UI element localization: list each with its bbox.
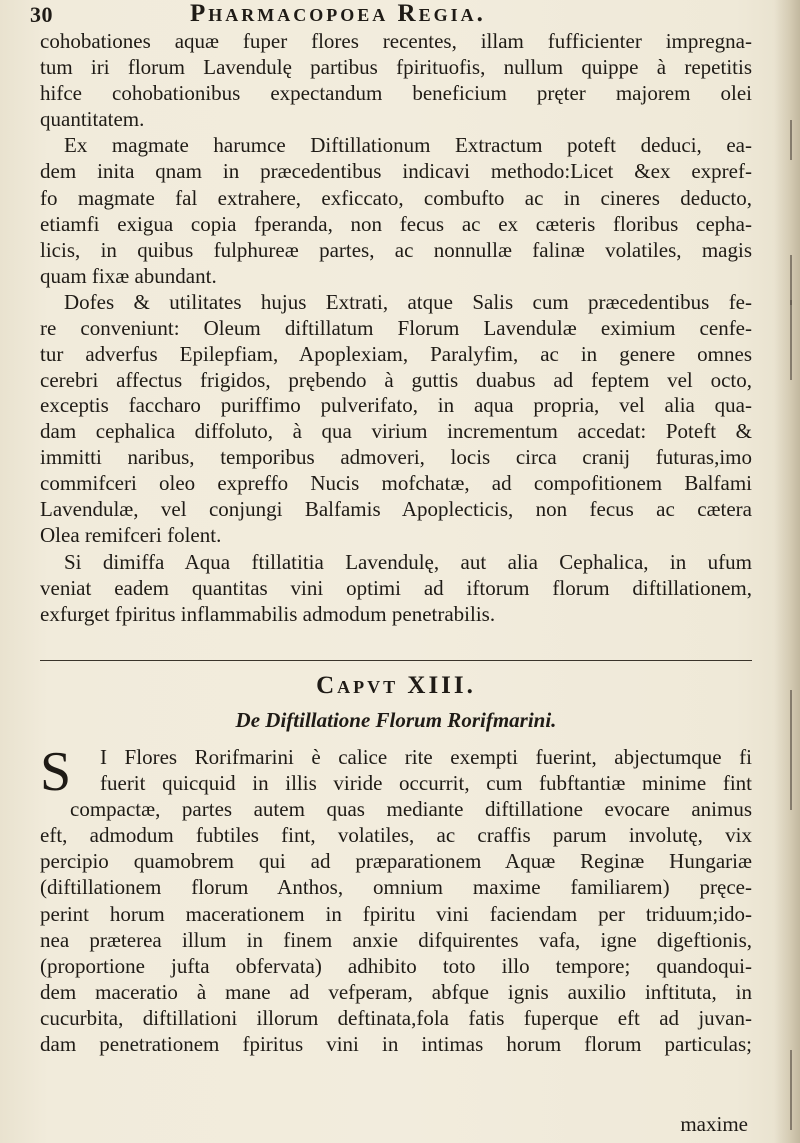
text-line: hifce cohobationibus expectandum beneficium pręter majorem olei	[40, 81, 752, 106]
text-line: cucurbita, diftillationi illorum deftinata,fola fatis fuperque eft ad juvan-	[40, 1005, 752, 1030]
text-line: I Flores Rorifmarini è calice rite exempti fuerint, abjectumque fi	[100, 745, 752, 769]
text-line: commifceri oleo expreffo Nucis mofchatæ, ad compofitionem Balfami	[40, 471, 752, 496]
text-line: Si dimiffa Aqua ftillatitia Lavendulę, aut alia Cephalica, in ufum	[64, 549, 752, 574]
text-line: exfurget fpiritus inflammabilis admodum penetrabilis.	[40, 601, 496, 626]
catchword: maxime	[680, 1112, 748, 1136]
running-head: Pharmacopoea Regia.	[190, 0, 486, 27]
text-line: percipio quamobrem qui ad præparationem Aquæ Reginæ Hungariæ	[40, 849, 752, 874]
text-line: compactæ, partes autem quas mediante diftillatione evocare animus	[70, 797, 752, 822]
text-line: dam cephalica diffoluto, à qua virium incrementum accedat: Poteft &	[40, 419, 752, 444]
paragraph-doses	[40, 392, 752, 627]
text-line: veniat eadem quantitas vini optimi ad iftorum florum diftillationem,	[40, 575, 752, 600]
text-line: perint horum macerationem in fpiritu vini faciendam per triduum;ido-	[40, 901, 752, 926]
text-line: cerebri affectus frigidos, prębendo à guttis duabus ad feptem vel octo,	[40, 368, 752, 393]
text-line: fo magmate fal extrahere, exficcato, combufto ac in cineres deducto,	[40, 185, 752, 210]
section-divider	[40, 660, 752, 661]
chapter-subtitle: De Diftillatione Florum Rorifmarini.	[235, 708, 557, 732]
text-line: (proportione jufta obfervata) adhibito toto illo tempore; quandoqui-	[40, 953, 752, 978]
page-gutter-shadow	[774, 0, 800, 1143]
text-line: Dofes & utilitates hujus Extrati, atque Salis cum præcedentibus fe-	[64, 289, 752, 314]
margin-mark	[790, 120, 792, 160]
text-line: eft, admodum fubtiles fint, volatiles, ac craffis parum involutę, vix	[40, 823, 752, 848]
margin-mark	[790, 690, 792, 810]
text-line: dem maceratio à mane ad vefperam, abfque ignis auxilio inftituta, in	[40, 979, 752, 1004]
text-line: tur adverfus Epilepfiam, Apoplexiam, Paralyfim, ac in genere omnes	[40, 342, 752, 367]
text-line: (diftillationem florum Anthos, omnium maxime familiarem) pręce-	[40, 875, 752, 900]
text-line: exceptis faccharo puriffimo pulverifato, in aqua propria, vel alia qua-	[40, 393, 752, 417]
text-line: dem inita qnam in præcedentibus indicavi methodo:Licet &ex expref-	[40, 159, 752, 184]
text-line: re conveniunt: Oleum diftillatum Florum Lavendulæ eximium cenfe-	[40, 316, 752, 341]
margin-mark	[790, 1050, 792, 1130]
text-line: Ex magmate harumce Diftillationum Extractum poteft deduci, ea-	[64, 133, 752, 158]
paragraph-chapter-body	[40, 741, 752, 1057]
margin-mark	[790, 300, 792, 380]
text-line: fuerit quicquid in illis viride occurrit, cum fubftantiæ minime fint	[100, 771, 752, 796]
text-line: quam fixæ abundant.	[40, 263, 217, 288]
text-line: quantitatem.	[40, 107, 145, 132]
text-line: immitti naribus, temporibus admoveri, locis circa cranij futuras,imo	[40, 445, 752, 470]
text-line: licis, in quibus fulphureæ partes, ac nonnullæ falinæ volatiles, magis	[40, 237, 752, 262]
page-header	[30, 2, 770, 28]
chapter-heading: Capvt XIII.	[316, 672, 476, 699]
text-line: dam penetrationem fpiritus vini in intimas horum florum particulas;	[40, 1032, 752, 1057]
page-number: 30	[30, 2, 53, 27]
text-line: etiamfi exigua copia fperanda, non fecus ac ex cæteris floribus cepha-	[40, 211, 752, 236]
paragraph-continuation	[40, 28, 752, 393]
drop-cap: S	[40, 741, 72, 803]
text-line: tum iri florum Lavendulę partibus fpirituofis, nullum quippe à repetitis	[40, 55, 752, 80]
text-line: Lavendulæ, vel conjungi Balfamis Apoplecticis, non fecus ac cætera	[40, 497, 752, 522]
text-line: nea præterea illum in finem anxie difquirentes vafa, igne digeftionis,	[40, 927, 752, 952]
text-line: cohobationes aquæ fuper flores recentes, illam fufficienter impregna-	[40, 29, 752, 53]
text-line: Olea remifceri folent.	[40, 523, 222, 548]
margin-mark	[790, 255, 792, 305]
